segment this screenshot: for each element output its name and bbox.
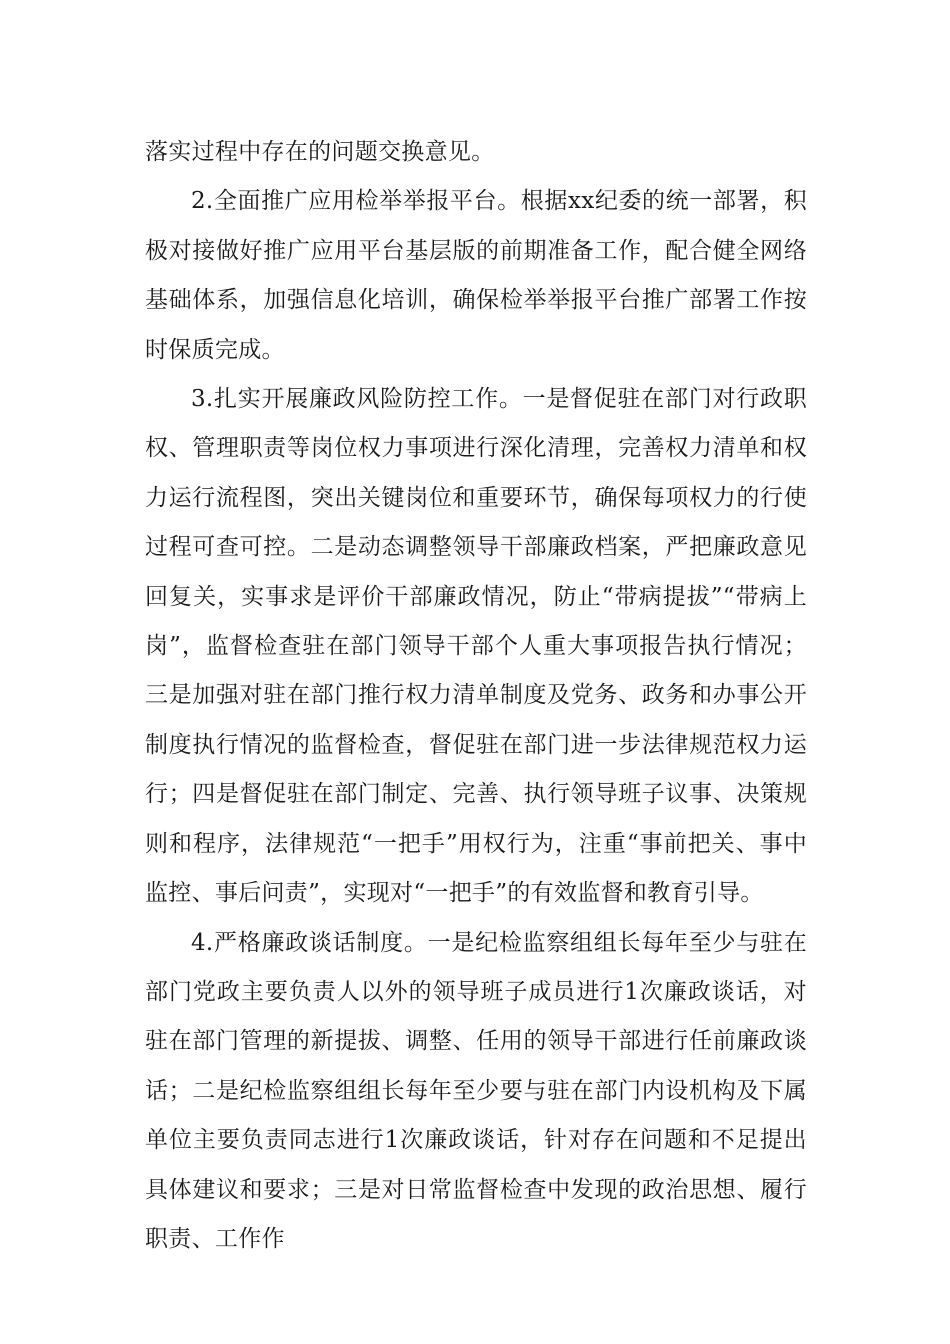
paragraph-item-3: 3.扎实开展廉政风险防控工作。一是督促驻在部门对行政职权、管理职责等岗位权力事项进行深化清理，完善权力清单和权力运行流程图，突出关键岗位和重要环节，确保每项权力的行使过程可查可控。二是动态调整领导干部廉政档案，严把廉政意见回复关，实事求是评价干部廉政情况，防止“带病提拔”“带病上岗”，监督检查驻在部门领导干部个人重大事项报告执行情况；三是加强对驻在部门推行权力清单制度及党务、政务和办事公开制度执行情况的监督检查，督促驻在部门进一步法律规范权力运行；四是督促驻在部门制定、完善、执行领导班子议事、决策规则和程序，法律规范“一把手”用权行为，注重“事前把关、事中监控、事后问责”，实现对“一把手”的有效监督和教育引导。	[145, 386, 807, 907]
paragraph-continuation: 落实过程中存在的问题交换意见。	[145, 139, 495, 165]
paragraph-item-4: 4.严格廉政谈话制度。一是纪检监察组组长每年至少与驻在部门党政主要负责人以外的领导班子成员进行1次廉政谈话，对驻在部门管理的新提拔、调整、任用的领导干部进行任前廉政谈话；二是纪检监察组组长每年至少要与驻在部门内设机构及下属单位主要负责同志进行1次廉政谈话，针对存在问题和不足提出具体建议和要求；三是对日常监督检查中发现的政治思想、履行职责、工作作	[145, 929, 807, 1252]
document-body	[145, 128, 807, 1264]
paragraph-item-2: 2.全面推广应用检举举报平台。根据xx纪委的统一部署，积极对接做好推广应用平台基层版的前期准备工作，配合健全网络基础体系，加强信息化培训，确保检举举报平台推广部署工作按时保质完成。	[145, 188, 807, 363]
